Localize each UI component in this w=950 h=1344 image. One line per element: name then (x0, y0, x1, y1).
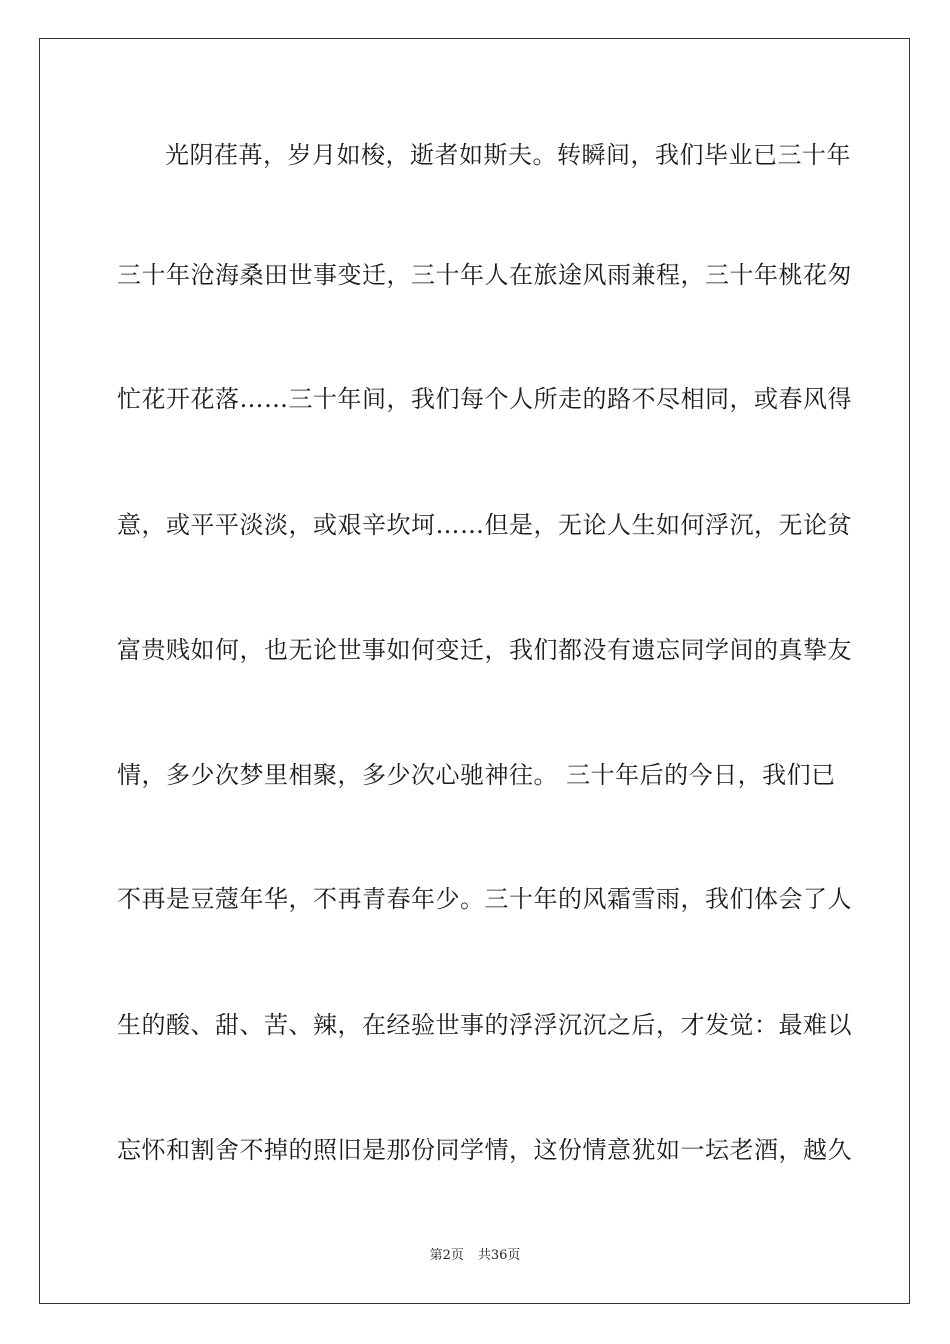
body-text-line: 光阴荏苒，岁月如梭，逝者如斯夫。转瞬间，我们毕业已三十年 (165, 141, 851, 169)
body-text-line: 忙花开花落……三十年间，我们每个人所走的路不尽相同，或春风得 (117, 385, 852, 413)
body-text-line: 富贵贱如何，也无论世事如何变迁，我们都没有遗忘同学间的真挚友 (117, 636, 852, 664)
page-number: 第2页 (429, 1248, 464, 1263)
body-text-line: 不再是豆蔻年华，不再青春年少。三十年的风霜雪雨，我们体会了人 (117, 885, 852, 913)
page-total: 共36页 (477, 1248, 521, 1263)
page-footer (0, 1248, 950, 1264)
body-text-line: 忘怀和割舍不掉的照旧是那份同学情，这份情意犹如一坛老酒，越久 (117, 1136, 852, 1164)
body-text-line: 三十年沧海桑田世事变迁，三十年人在旅途风雨兼程，三十年桃花匆 (117, 261, 852, 289)
body-text-line: 情，多少次梦里相聚，多少次心驰神往。 三十年后的今日，我们已 (117, 761, 836, 789)
body-text-line: 意，或平平淡淡，或艰辛坎坷……但是，无论人生如何浮沉，无论贫 (117, 511, 852, 539)
page-border (39, 38, 910, 1304)
body-text-line: 生的酸、甜、苦、辣，在经验世事的浮浮沉沉之后，才发觉：最难以 (117, 1011, 852, 1039)
